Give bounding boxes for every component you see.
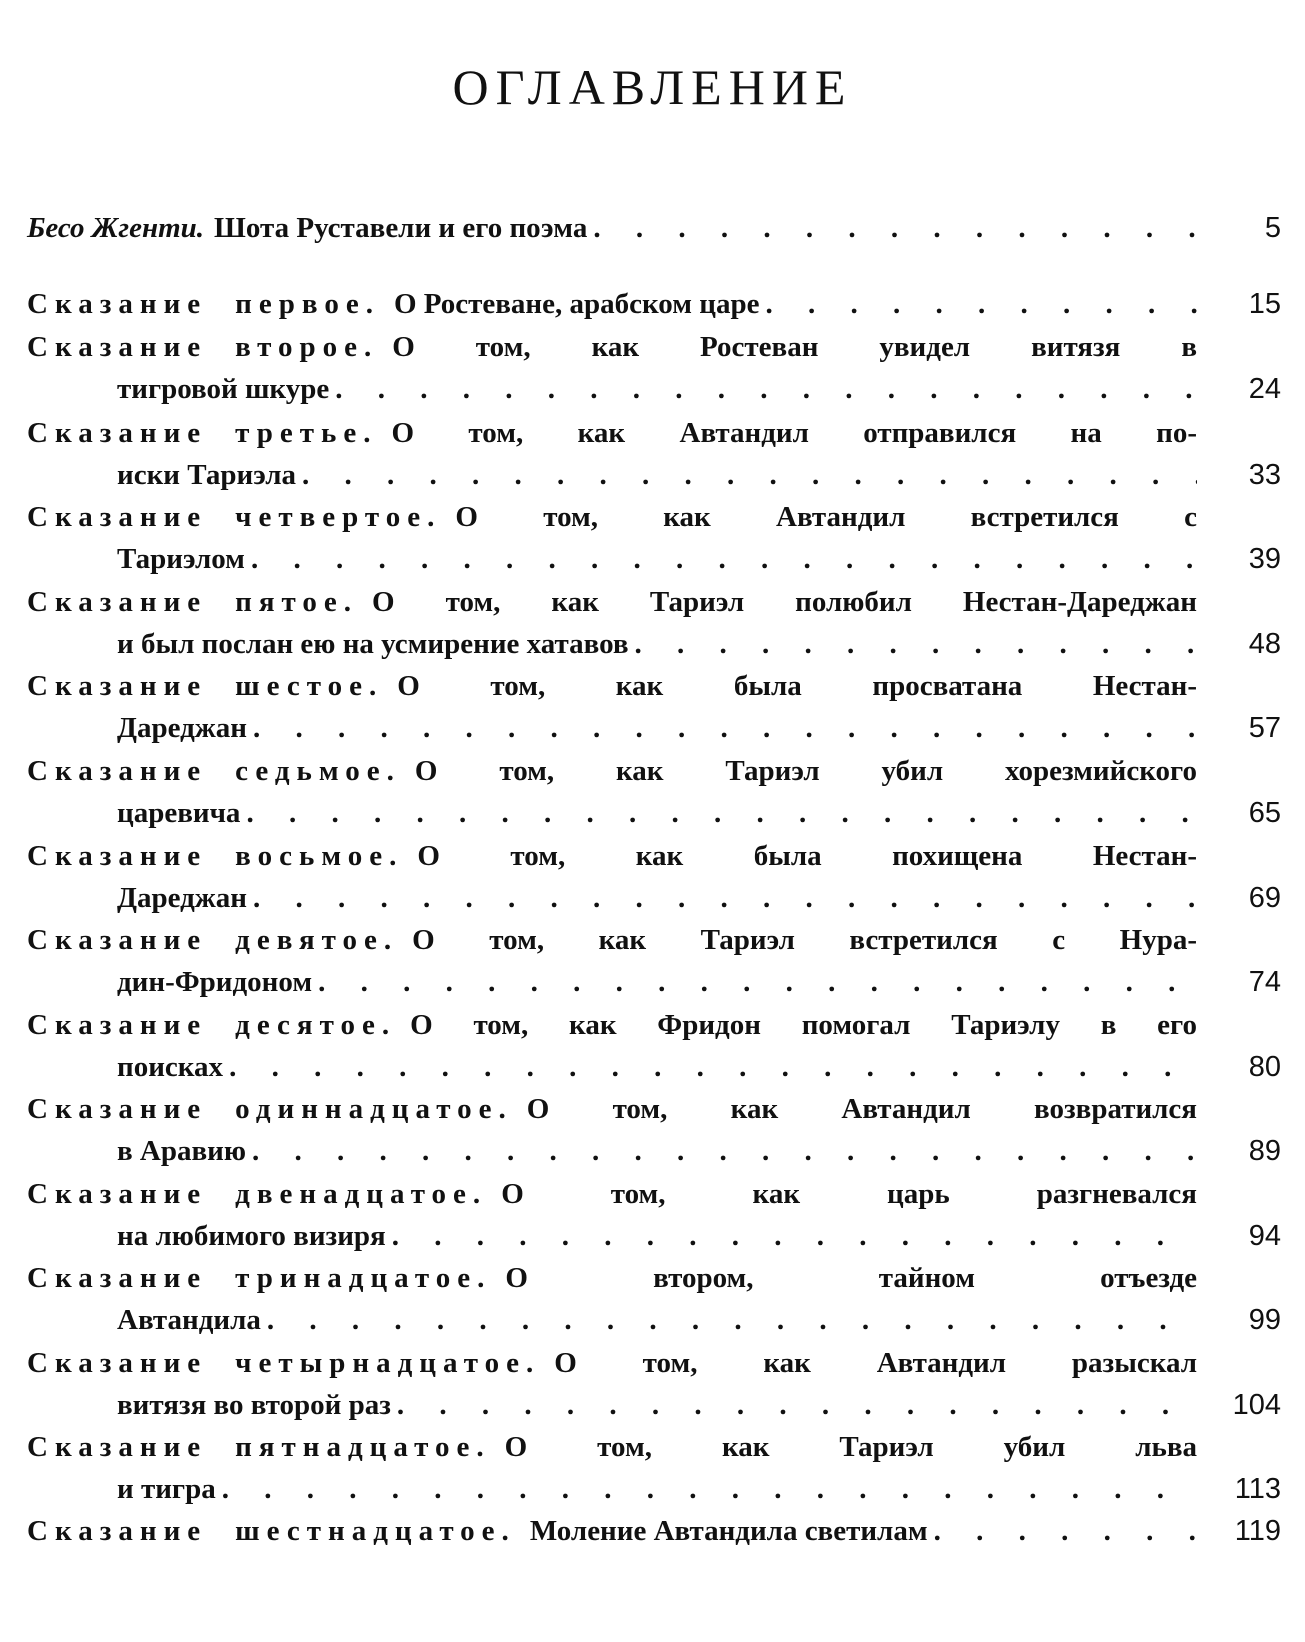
toc-entry-text: О Ростеване, арабском царе xyxy=(393,288,760,320)
page-title: ОГЛАВЛЕНИЕ xyxy=(452,59,853,115)
dot-leader xyxy=(252,1131,1197,1171)
dot-leader xyxy=(593,208,1197,248)
toc-entry-text: О том, как Тариэл убил хорезмийского xyxy=(414,755,1197,787)
toc-entry-text: О том, как была просватана Нестан- xyxy=(397,670,1197,702)
toc-entry-line xyxy=(27,413,1197,453)
toc-entry-ordinal: шестое. xyxy=(235,670,384,702)
toc-page-number: 5 xyxy=(1264,212,1281,244)
toc-entry-label: Сказание xyxy=(27,670,208,702)
toc-entry-line-continued xyxy=(117,708,1197,748)
dot-leader xyxy=(318,962,1197,1002)
dot-leader xyxy=(392,1216,1197,1256)
toc-page-number: 39 xyxy=(1248,543,1281,575)
toc-entry-text: О том, как была похищена Нестан- xyxy=(417,840,1197,872)
toc-entry-text-continued: Дареджан xyxy=(117,882,247,914)
toc-entry-line-continued xyxy=(117,1216,1197,1256)
dot-leader xyxy=(335,369,1197,409)
toc-entry-label: Сказание xyxy=(27,1515,208,1547)
toc-entry-ordinal: десятое. xyxy=(235,1009,397,1041)
toc-entry-line xyxy=(27,836,1197,876)
toc-entry-text-continued: и тигра xyxy=(117,1473,216,1505)
toc-entry-line xyxy=(27,1005,1197,1045)
toc-entry-line xyxy=(27,1511,1197,1551)
toc-page-number: 113 xyxy=(1234,1473,1281,1505)
toc-entry-line-continued xyxy=(117,1385,1197,1425)
toc-page-number: 94 xyxy=(1248,1220,1281,1252)
toc-entry-text-continued: на любимого визиря xyxy=(117,1220,386,1252)
dot-leader xyxy=(229,1047,1197,1087)
toc-entry-ordinal: одиннадцатое. xyxy=(235,1093,513,1125)
toc-entry-label: Сказание xyxy=(27,840,208,872)
toc-entry-ordinal: седьмое. xyxy=(235,755,401,787)
toc-entry-text-continued: Тариэлом xyxy=(117,543,245,575)
dot-leader xyxy=(253,708,1197,748)
toc-entry-line xyxy=(27,1089,1197,1129)
toc-entry-line-continued xyxy=(117,624,1197,664)
dot-leader xyxy=(302,455,1197,495)
toc-page-number: 57 xyxy=(1248,712,1281,744)
toc-entry-label: Сказание xyxy=(27,331,208,363)
dot-leader xyxy=(397,1385,1197,1425)
toc-entry-ordinal: пятнадцатое. xyxy=(235,1431,491,1463)
toc-entry-text-continued: и был послан ею на усмирение хатавов xyxy=(117,628,629,660)
toc-entry-line-continued xyxy=(117,1047,1197,1087)
toc-entry-line xyxy=(27,327,1197,367)
toc-entry-ordinal: двенадцатое. xyxy=(235,1178,488,1210)
toc-entry-ordinal: тринадцатое. xyxy=(235,1262,492,1294)
toc-entry-line-continued xyxy=(117,539,1197,579)
toc-entry-text: О том, как Автандил отправился на по- xyxy=(391,417,1197,449)
toc-page-number: 48 xyxy=(1248,628,1281,660)
toc-entry-ordinal: шестнадцатое. xyxy=(235,1515,516,1547)
toc-entry-label: Сказание xyxy=(27,288,208,320)
dot-leader xyxy=(246,793,1197,833)
toc-entry-text-continued: дин-Фридоном xyxy=(117,966,313,998)
toc-entry-label: Сказание xyxy=(27,417,208,449)
toc-entry-ordinal: третье. xyxy=(235,417,378,449)
toc-entry-text-continued: Автандила xyxy=(117,1304,261,1336)
toc-entry-author: Бесо Жгенти. xyxy=(27,212,205,244)
toc-entry-text-continued: тигровой шкуре xyxy=(117,373,330,405)
toc-page-number: 80 xyxy=(1248,1051,1281,1083)
toc-entry-line xyxy=(27,208,1197,248)
toc-entry-text: Моление Автандила светилам xyxy=(529,1515,928,1547)
toc-entry-label: Сказание xyxy=(27,1009,208,1041)
toc-entry-ordinal: второе. xyxy=(235,331,379,363)
toc-page-number: 65 xyxy=(1248,797,1281,829)
toc-entry-label: Сказание xyxy=(27,755,208,787)
toc-entry-line xyxy=(27,1427,1197,1467)
toc-entry-text: О том, как Тариэл встретился с Нура- xyxy=(412,924,1197,956)
toc-page-number: 119 xyxy=(1234,1515,1281,1547)
toc-entry-label: Сказание xyxy=(27,1347,208,1379)
toc-entry-label: Сказание xyxy=(27,586,208,618)
toc-entry-line-continued xyxy=(117,878,1197,918)
toc-entry-text: О том, как царь разгневался xyxy=(501,1178,1197,1210)
toc-entry-line-continued xyxy=(117,455,1197,495)
toc-entry-line-continued xyxy=(117,1469,1197,1509)
toc-entry-label: Сказание xyxy=(27,1093,208,1125)
toc-entry-label: Сказание xyxy=(27,501,208,533)
toc-entry-text: О том, как Автандил возвратился xyxy=(526,1093,1197,1125)
toc-entry-text: О том, как Ростеван увидел витязя в xyxy=(392,331,1197,363)
toc-entry-text-continued: Дареджан xyxy=(117,712,247,744)
toc-entry-line xyxy=(27,666,1197,706)
toc-entry-ordinal: четырнадцатое. xyxy=(235,1347,541,1379)
toc-entry-text-continued: иски Тариэла xyxy=(117,459,296,491)
dot-leader xyxy=(934,1511,1197,1551)
toc-entry-line-continued xyxy=(117,793,1197,833)
toc-entry-line xyxy=(27,497,1197,537)
toc-entry-line xyxy=(27,1258,1197,1298)
toc-entry-label: Сказание xyxy=(27,924,208,956)
toc-entry-text-continued: царевича xyxy=(117,797,241,829)
toc-page-number: 74 xyxy=(1248,966,1281,998)
dot-leader xyxy=(635,624,1197,664)
toc-entry-ordinal: пятое. xyxy=(235,586,359,618)
toc-entry-line xyxy=(27,920,1197,960)
dot-leader xyxy=(765,284,1197,324)
toc-entry-label: Сказание xyxy=(27,1262,208,1294)
toc-entry-text-continued: витязя во второй раз xyxy=(117,1389,391,1421)
toc-entry-text: О том, как Тариэл убил льва xyxy=(504,1431,1197,1463)
toc-page-number: 89 xyxy=(1248,1135,1281,1167)
toc-entry-label: Сказание xyxy=(27,1178,208,1210)
toc-page-number: 99 xyxy=(1248,1304,1281,1336)
toc-entry-line-continued xyxy=(117,962,1197,1002)
toc-entry-line-continued xyxy=(117,1300,1197,1340)
toc-entry-text: Шота Руставели и его поэма xyxy=(214,212,588,244)
dot-leader xyxy=(251,539,1197,579)
toc-entry-text-continued: в Аравию xyxy=(117,1135,247,1167)
dot-leader xyxy=(267,1300,1197,1340)
dot-leader xyxy=(222,1469,1197,1509)
dot-leader xyxy=(253,878,1197,918)
toc-page-number: 104 xyxy=(1232,1389,1281,1421)
toc-page-number: 33 xyxy=(1248,459,1281,491)
toc-entry-label: Сказание xyxy=(27,1431,208,1463)
toc-entry-text: О том, как Фридон помогал Тариэлу в его xyxy=(410,1009,1197,1041)
toc-entry-ordinal: девятое. xyxy=(235,924,399,956)
toc-entry-line xyxy=(27,1174,1197,1214)
toc-page-number: 69 xyxy=(1248,882,1281,914)
toc-entry-ordinal: восьмое. xyxy=(235,840,404,872)
toc-entry-text-continued: поисках xyxy=(117,1051,224,1083)
toc-entry-text: О том, как Тариэл полюбил Нестан-Дареджан xyxy=(372,586,1197,618)
toc-entry-line-continued xyxy=(117,369,1197,409)
toc-entry-text: О втором, тайном отъезде xyxy=(505,1262,1197,1294)
toc-entry-line xyxy=(27,1343,1197,1383)
toc-entry-text: О том, как Автандил разыскал xyxy=(554,1347,1197,1379)
toc-entry-line xyxy=(27,582,1197,622)
toc-entry-line xyxy=(27,284,1197,324)
toc-entry-ordinal: первое. xyxy=(235,288,380,320)
toc-entry-text: О том, как Автандил встретился с xyxy=(455,501,1197,533)
toc-entry-line-continued xyxy=(117,1131,1197,1171)
toc-page-number: 24 xyxy=(1248,373,1281,405)
toc-entry-ordinal: четвертое. xyxy=(235,501,442,533)
toc-page-number: 15 xyxy=(1248,288,1281,320)
toc-entry-line xyxy=(27,751,1197,791)
